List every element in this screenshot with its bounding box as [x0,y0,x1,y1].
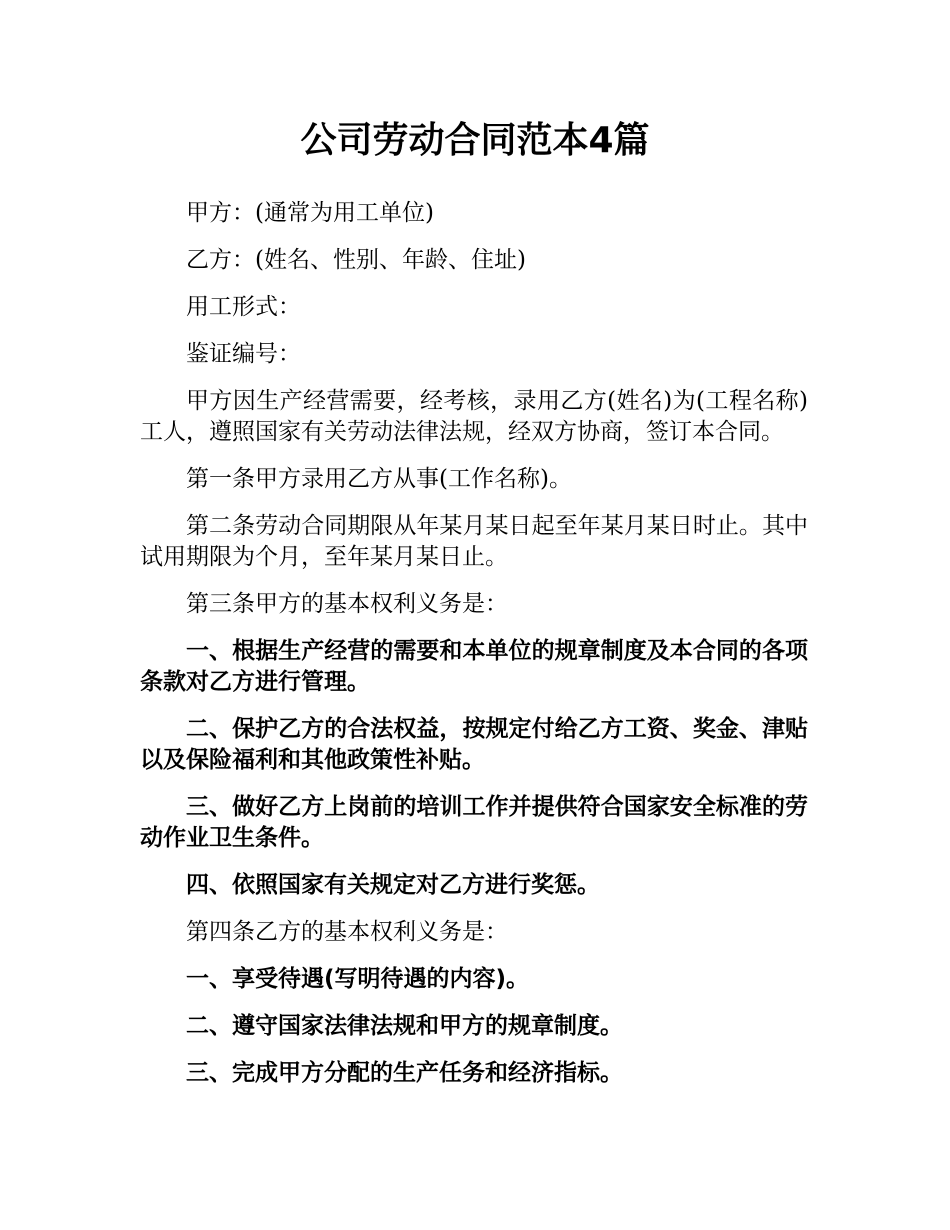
article-3-item-4: 四、依照国家有关规定对乙方进行奖惩。 [186,872,600,898]
article-1: 第一条甲方录用乙方从事(工作名称)。 [186,466,572,492]
document-title: 公司劳动合同范本4篇 [300,120,650,161]
article-3-item-1: 一、根据生产经营的需要和本单位的规章制度及本合同的各项条款对乙方进行管理。 [140,638,808,695]
party-b-line: 乙方：(姓名、性别、年龄、住址) [186,247,526,273]
article-3-heading: 第三条甲方的基本权利义务是： [186,591,508,617]
article-3-item-3: 三、做好乙方上岗前的培训工作并提供符合国家安全标准的劳动作业卫生条件。 [140,794,808,851]
article-4-heading: 第四条乙方的基本权利义务是： [186,919,508,945]
certification-number-line: 鉴证编号： [186,341,301,367]
article-2: 第二条劳动合同期限从年某月某日起至年某月某日时止。其中试用期限为个月，至年某月某日止。 [140,513,808,570]
article-4-item-3: 三、完成甲方分配的生产任务和经济指标。 [186,1060,623,1086]
article-4-item-2: 二、遵守国家法律法规和甲方的规章制度。 [186,1013,623,1039]
document-body [140,198,808,1105]
preamble-paragraph: 甲方因生产经营需要，经考核，录用乙方(姓名)为(工程名称)工人，遵照国家有关劳动法律法规，经双方协商，签订本合同。 [140,388,808,445]
article-4-item-1: 一、享受待遇(写明待遇的内容)。 [186,966,530,992]
employment-form-line: 用工形式： [186,294,301,320]
article-3-item-2: 二、保护乙方的合法权益，按规定付给乙方工资、奖金、津贴以及保险福利和其他政策性补贴。 [140,716,808,773]
party-a-line: 甲方：(通常为用工单位) [186,200,434,226]
